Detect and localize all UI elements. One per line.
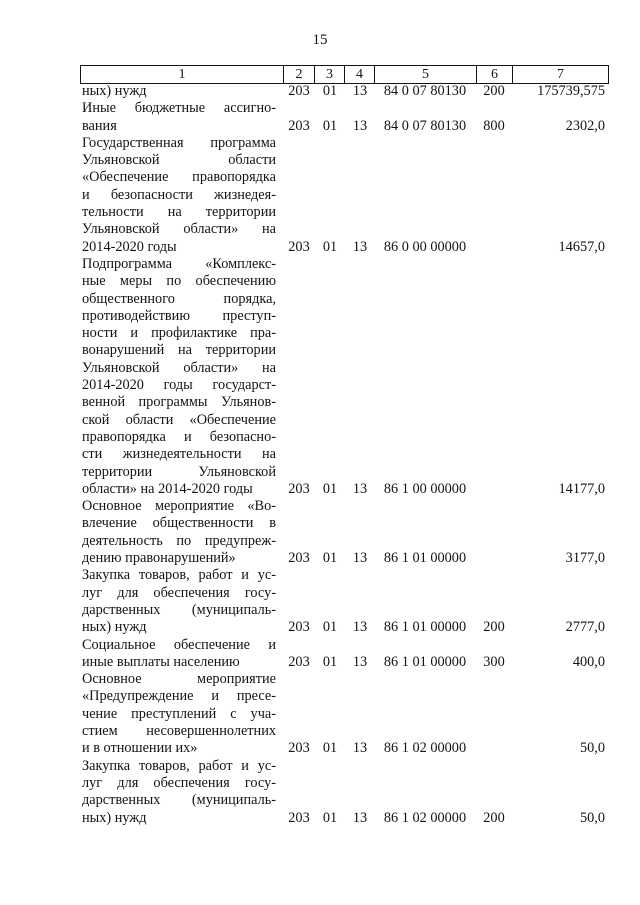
description-line: луг для обеспечения госу- [82,584,276,601]
description-line: тельности на территории [82,204,276,221]
cell-col-7: 2777,0 [565,619,605,636]
cell-col-4: 13 [352,550,368,567]
cell-col-6: 300 [483,653,505,670]
description-line: противодействию преступ- [82,307,276,324]
cell-col-5: 86 1 01 00000 [383,653,467,670]
cell-col-6: 800 [483,117,505,134]
description-line: Основное мероприятие [82,671,276,688]
cell-col-2: 203 [288,238,310,255]
header-cell-7: 7 [512,66,608,83]
description-line: вания [82,117,117,134]
description-line: Ульяновской области» на [82,359,276,376]
cell-col-5: 86 1 02 00000 [383,809,467,826]
description-line: Ульяновской области» на [82,221,276,238]
cell-col-6 [477,550,511,567]
cell-col-3: 01 [322,238,338,255]
table-header [80,65,609,84]
cell-col-7: 400,0 [572,653,605,670]
cell-col-4: 13 [352,117,368,134]
description-line: 2014-2020 годы [82,238,177,255]
cell-col-3: 01 [322,653,338,670]
cell-col-7: 3177,0 [565,550,605,567]
cell-col-6 [477,239,511,256]
description-line: ных) нужд [82,809,147,826]
cell-col-6: 200 [483,809,505,826]
cell-col-4: 13 [352,619,368,636]
cell-col-2: 203 [288,83,310,99]
row-description [82,498,276,567]
description-line: Иные бюджетные ассигно- [82,100,276,117]
description-line: «Предупреждение и пресе- [82,688,276,705]
description-line: правопорядка и безопасно- [82,428,276,445]
description-line: ности и профилактике пра- [82,325,276,342]
row-description [82,671,276,757]
cell-col-3: 01 [322,480,338,497]
description-line: иные выплаты населению [82,653,240,670]
row-description [82,567,276,636]
cell-col-3: 01 [322,809,338,826]
cell-col-6: 200 [483,83,505,99]
description-line: Основное мероприятие «Во- [82,498,276,515]
cell-col-4: 13 [352,83,368,99]
cell-col-2: 203 [288,480,310,497]
description-line: и в отношении их» [82,740,198,757]
description-line: ные меры по обеспечению [82,273,276,290]
row-description [82,83,276,100]
cell-col-6: 200 [483,619,505,636]
description-line: Подпрограмма «Комплекс- [82,256,276,272]
cell-col-2: 203 [288,809,310,826]
description-line: территории Ульяновской [82,463,276,480]
cell-col-7: 2302,0 [565,117,605,134]
cell-col-7: 50,0 [579,740,605,757]
cell-col-5: 86 1 02 00000 [383,740,467,757]
description-line: области» на 2014-2020 годы [82,480,253,497]
description-line: дению правонарушений» [82,550,236,567]
cell-col-5: 84 0 07 80130 [383,117,467,134]
cell-col-3: 01 [322,550,338,567]
cell-col-4: 13 [352,480,368,497]
description-line: дарственных (муниципаль- [82,601,276,618]
cell-col-3: 01 [322,83,338,99]
cell-col-5: 84 0 07 80130 [383,83,467,99]
cell-col-3: 01 [322,740,338,757]
description-line: Социальное обеспечение и [82,636,276,653]
cell-col-3: 01 [322,117,338,134]
header-cell-4: 4 [344,66,374,83]
header-cell-6: 6 [476,66,512,83]
description-line: деятельность по предупреж- [82,532,276,549]
description-line: 2014-2020 годы государст- [82,377,276,394]
description-line: луг для обеспечения госу- [82,774,276,791]
description-line: общественного порядка, [82,290,276,307]
cell-col-4: 13 [352,653,368,670]
cell-col-2: 203 [288,740,310,757]
description-line: сти жизнедеятельности на [82,446,276,463]
cell-col-4: 13 [352,740,368,757]
cell-col-3: 01 [322,619,338,636]
description-line: влечение общественности в [82,515,276,532]
page-number: 15 [312,32,328,48]
description-line: «Обеспечение правопорядка [82,169,276,186]
row-description [82,135,276,256]
cell-col-5: 86 1 01 00000 [383,619,467,636]
cell-col-4: 13 [352,809,368,826]
cell-col-6 [477,740,511,757]
cell-col-7: 50,0 [579,809,605,826]
row-description [82,100,276,135]
cell-col-5: 86 1 01 00000 [383,550,467,567]
description-line: Ульяновской области [82,152,276,169]
description-line: ных) нужд [82,619,147,636]
description-line: Государственная программа [82,134,276,151]
cell-col-4: 13 [352,238,368,255]
header-cell-1: 1 [178,67,186,82]
row-description [82,758,276,827]
cell-col-2: 203 [288,550,310,567]
row-description [82,256,276,498]
cell-col-2: 203 [288,653,310,670]
description-line: дарственных (муниципаль- [82,792,276,809]
cell-col-7: 175739,575 [537,83,605,99]
row-description [82,637,276,672]
cell-col-2: 203 [288,117,310,134]
cell-col-6 [477,481,511,498]
header-cell-5: 5 [374,66,476,83]
description-line: ской области «Обеспечение [82,411,276,428]
description-line: венной программы Ульянов- [82,394,276,411]
description-line: и безопасности жизнедея- [82,186,276,203]
description-line: Закупка товаров, работ и ус- [82,567,276,584]
cell-col-7: 14657,0 [558,238,605,255]
description-line: ных) нужд [82,83,147,99]
cell-col-2: 203 [288,619,310,636]
description-line: Закупка товаров, работ и ус- [82,757,276,774]
cell-col-7: 14177,0 [558,480,605,497]
header-cell-3: 3 [314,66,344,83]
description-line: чение преступлений с уча- [82,705,276,722]
description-line: стием несовершеннолетних [82,723,276,740]
header-cell-2: 2 [283,66,314,83]
description-line: вонарушений на территории [82,342,276,359]
cell-col-5: 86 1 00 00000 [383,480,467,497]
cell-col-5: 86 0 00 00000 [383,238,467,255]
